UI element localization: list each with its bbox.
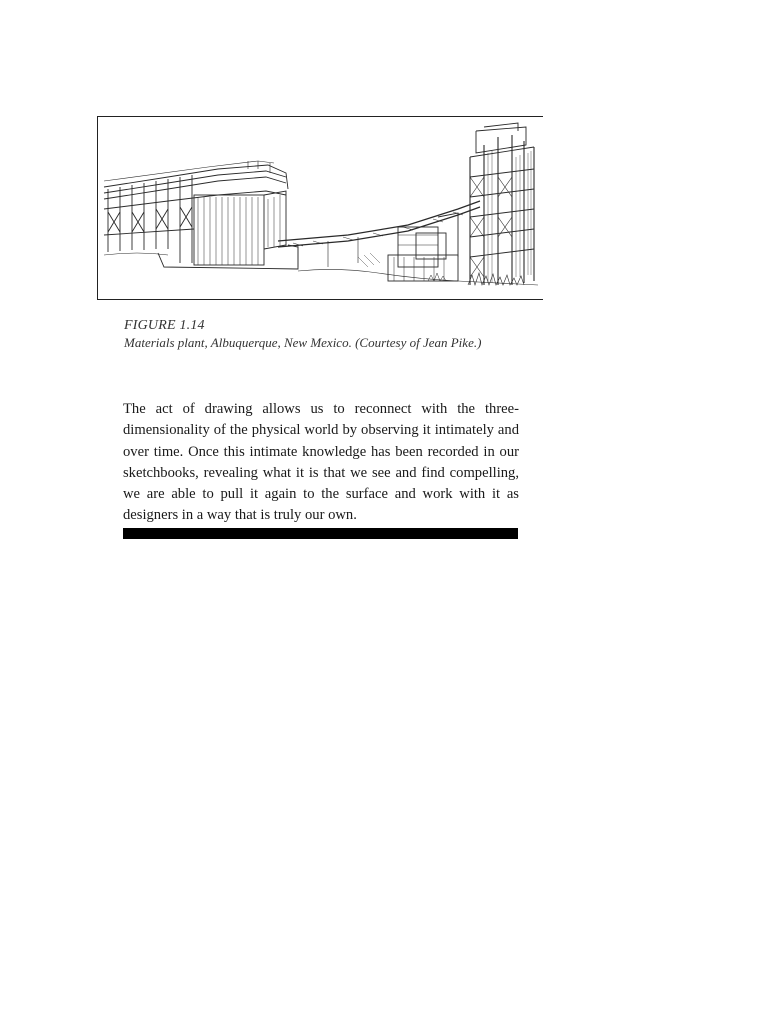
figure-caption-text: Materials plant, Albuquerque, New Mexico. (Courtesy of Jean Pike.) xyxy=(124,335,482,350)
figure-illustration xyxy=(97,116,543,300)
figure-label: FIGURE 1.14 xyxy=(124,318,205,333)
section-divider-rule xyxy=(123,528,518,539)
body-paragraph: The act of drawing allows us to reconnect with the three-dimensionality of the physical world by observing it intimately and over time. Once this intimate knowledge has been recorded in our sketchbooks, revealing what it is that we see and find compelling, we are able to pull it again to the surface and work with it as designers in a way that is truly our own. xyxy=(123,401,519,524)
materials-plant-sketch xyxy=(98,117,543,300)
figure-caption xyxy=(124,317,544,351)
